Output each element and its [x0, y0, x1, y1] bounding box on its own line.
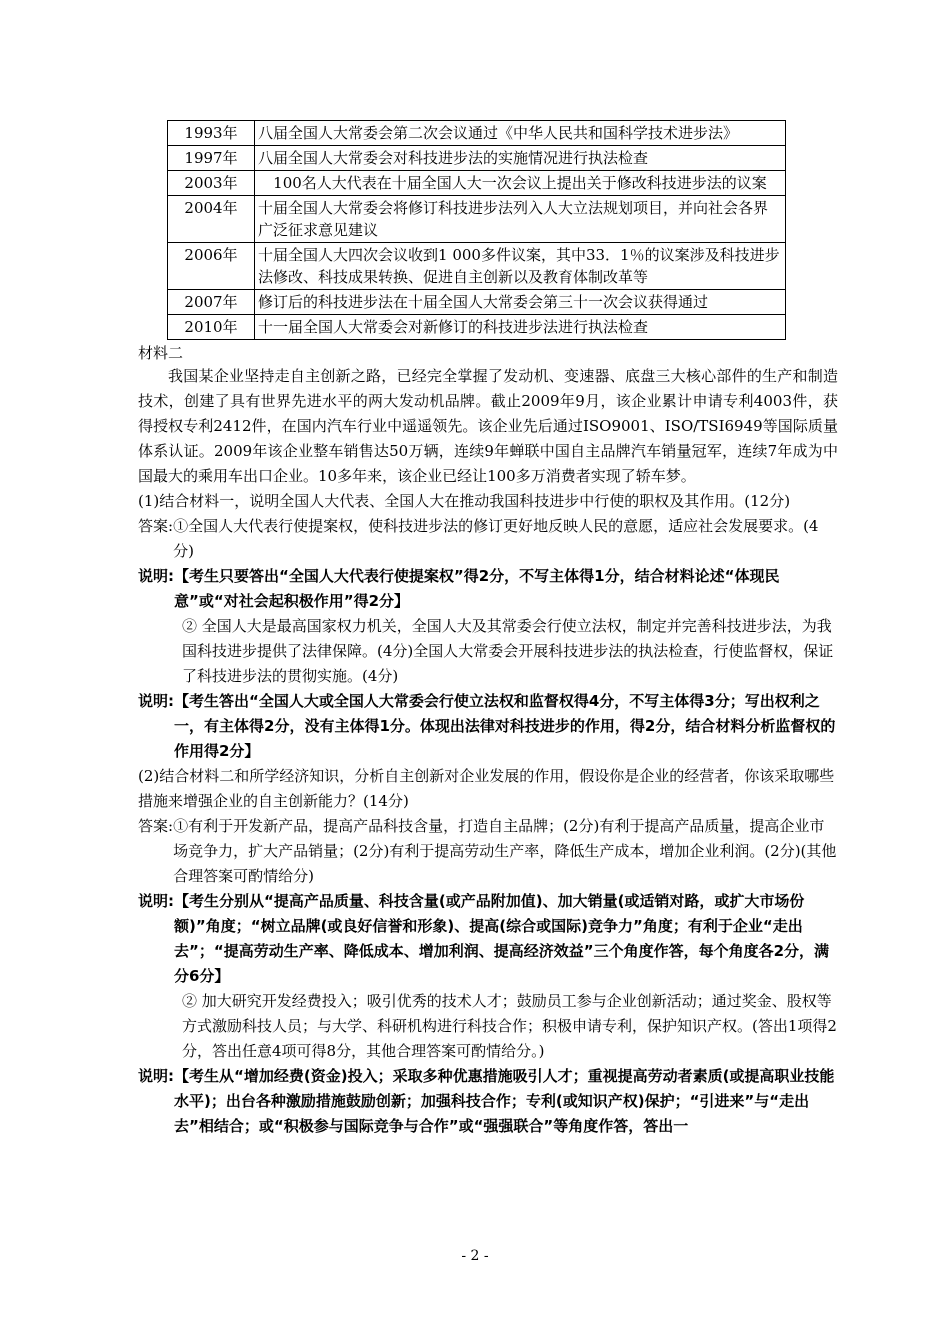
year-cell: 2004年: [168, 196, 255, 243]
note-label: 说明:: [138, 892, 174, 910]
year-cell: 2007年: [168, 290, 255, 315]
note-label: 说明:: [138, 567, 174, 585]
q2-answer2-text: ② 加大研究开发经费投入；吸引优秀的技术人才；鼓励员工参与企业创新活动；通过奖金、股权等方式激励科技人员；与大学、科研机构进行科技合作；积极申请专利，保护知识产权。(答出1项得2分，答出任意4项可得8分，其他合理答案可酌情给分。): [182, 992, 837, 1060]
year-cell: 2010年: [168, 315, 255, 340]
q2-answer: [138, 814, 838, 889]
year-cell: 1997年: [168, 146, 255, 171]
event-cell: 十届全国人大四次会议收到1 000多件议案，其中33．1％的议案涉及科技进步法修改、科技成果转换、促进自主创新以及教育体制改革等: [255, 243, 786, 290]
legislation-timeline-table: [167, 120, 786, 340]
q1-note1-text: 【考生只要答出“全国人大代表行使提案权”得2分，不写主体得1分，结合材料论述“体现民意”或“对社会起积极作用”得2分】: [174, 567, 780, 610]
q1-answer2-text: ② 全国人大是最高国家权力机关，全国人大及其常委会行使立法权，制定并完善科技进步法，为我国科技进步提供了法律保障。(4分)全国人大常委会开展科技进步法的执法检查，行使监督权，保证了科技进步法的贯彻实施。(4分): [182, 617, 834, 685]
q2-note1: [138, 889, 838, 989]
question-1: (1)结合材料一，说明全国人大代表、全国人大在推动我国科技进步中行使的职权及其作用。(12分): [138, 492, 791, 510]
table-row: [168, 171, 786, 196]
event-cell: 十届全国人大常委会将修订科技进步法列入人大立法规划项目，并向社会各界广泛征求意见建议: [255, 196, 786, 243]
table-row: [168, 121, 786, 146]
event-cell: 修订后的科技进步法在十届全国人大常委会第三十一次会议获得通过: [255, 290, 786, 315]
q1-note1: [138, 564, 838, 614]
q2-answer-text: ①有利于开发新产品，提高产品科技含量，打造自主品牌；(2分)有利于提高产品质量，提高企业市场竞争力，扩大产品销量；(2分)有利于提高劳动生产率，降低生产成本，增加企业利润。(2分)(其他合理答案可酌情给分): [173, 817, 837, 885]
q1-answer: [138, 514, 838, 564]
q2-note1-text: 【考生分别从“提高产品质量、科技含量(或产品附加值)、加大销量(或适销对路，或扩大市场份额)”角度；“树立品牌(或良好信誉和形象)、提高(综合或国际)竞争力”角度；有利于企业“走出去”；“提高劳动生产率、降低成本、增加利润、提高经济效益”三个角度作答，每个角度各2分，满分6分】: [174, 892, 830, 985]
q1-note2: [138, 689, 838, 764]
material2-body: 我国某企业坚持走自主创新之路，已经完全掌握了发动机、变速器、底盘三大核心部件的生产和制造技术，创建了具有世界先进水平的两大发动机品牌。截止2009年9月，该企业累计申请专利4003件，获得授权专利2412件，在国内汽车行业中遥遥领先。该企业先后通过ISO9001、ISO/TSI6949等国际质量体系认证。2009年该企业整车销售达50万辆，连续9年蝉联中国自主品牌汽车销量冠军，连续7年成为中国最大的乘用车出口企业。10多年来，该企业已经让100多万消费者实现了轿车梦。: [138, 367, 838, 485]
page-number: - 2 -: [461, 1248, 489, 1264]
note-label: 说明:: [138, 1067, 174, 1085]
q2-note2-text: 【考生从“增加经费(资金)投入；采取多种优惠措施吸引人才；重视提高劳动者素质(或提高职业技能水平)；出台各种激励措施鼓励创新；加强科技合作；专利(或知识产权)保护；“引进来”与“走出去”相结合；或“积极参与国际竞争与合作”或“强强联合”等角度作答，答出一: [174, 1067, 835, 1135]
year-cell: 1993年: [168, 121, 255, 146]
event-cell: 十一届全国人大常委会对新修订的科技进步法进行执法检查: [255, 315, 786, 340]
question-2: (2)结合材料二和所学经济知识，分析自主创新对企业发展的作用，假设你是企业的经营者，你该采取哪些措施来增强企业的自主创新能力？(14分): [138, 767, 835, 810]
table-row: [168, 315, 786, 340]
event-cell: 八届全国人大常委会对科技进步法的实施情况进行执法检查: [255, 146, 786, 171]
year-cell: 2006年: [168, 243, 255, 290]
event-cell: 100名人大代表在十届全国人大一次会议上提出关于修改科技进步法的议案: [255, 171, 786, 196]
table-row: [168, 146, 786, 171]
table-row: [168, 196, 786, 243]
year-cell: 2003年: [168, 171, 255, 196]
event-cell: 八届全国人大常委会第二次会议通过《中华人民共和国科学技术进步法》: [255, 121, 786, 146]
material2-heading: 材料二: [138, 344, 184, 362]
answer-label: 答案:: [138, 817, 174, 835]
table-row: [168, 290, 786, 315]
note-label: 说明:: [138, 692, 174, 710]
answer-label: 答案:: [138, 517, 174, 535]
q1-answer-text: ①全国人大代表行使提案权，使科技进步法的修订更好地反映人民的意愿，适应社会发展要求。(4分): [173, 517, 819, 560]
document-page: [138, 120, 838, 1139]
table-row: [168, 243, 786, 290]
q2-note2: [138, 1064, 838, 1139]
q1-note2-text: 【考生答出“全国人大或全国人大常委会行使立法权和监督权得4分，不写主体得3分；写出权利之一，有主体得2分，没有主体得1分。体现出法律对科技进步的作用，得2分，结合材料分析监督权的作用得2分】: [174, 692, 836, 760]
